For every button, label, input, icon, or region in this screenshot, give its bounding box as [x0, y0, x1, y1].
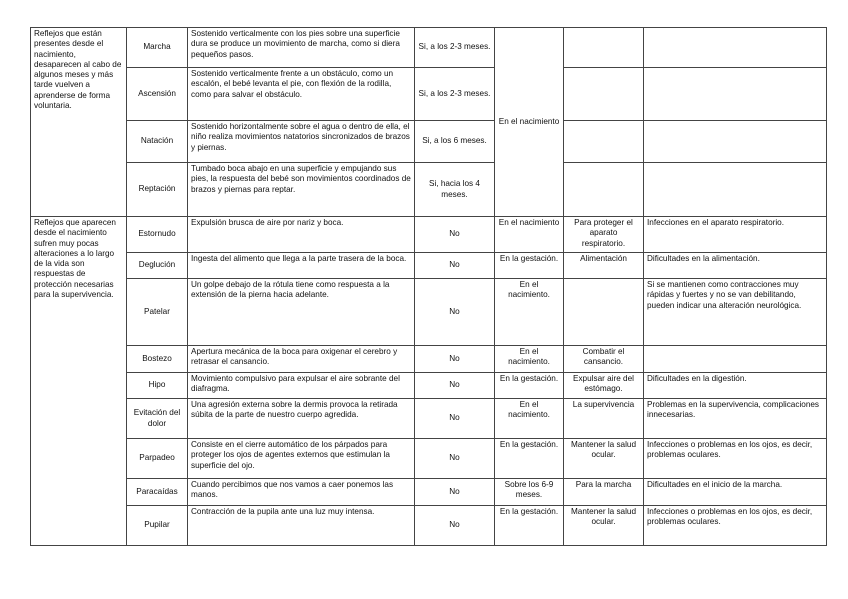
reflex-present: No: [415, 346, 495, 373]
reflex-problems: Dificultades en la alimentación.: [644, 253, 827, 279]
table-row: [31, 479, 827, 506]
reflex-function: [564, 163, 644, 217]
reflex-description: Ingesta del alimento que llega a la parte trasera de la boca.: [188, 253, 415, 279]
reflex-present: No: [415, 253, 495, 279]
reflex-onset: En el nacimiento.: [495, 279, 564, 346]
reflex-function: Para la marcha: [564, 479, 644, 506]
reflex-name: Patelar: [127, 279, 188, 346]
table-row: [31, 163, 827, 217]
reflex-description: Cuando percibimos que nos vamos a caer ponemos las manos.: [188, 479, 415, 506]
reflex-problems: Dificultades en el inicio de la marcha.: [644, 479, 827, 506]
reflex-description: Una agresión externa sobre la dermis provoca la retirada súbita de la parte de nuestro cuerpo agredida.: [188, 399, 415, 439]
table-row: [31, 279, 827, 346]
reflex-present: No: [415, 439, 495, 479]
reflex-function: Alimentación: [564, 253, 644, 279]
reflex-function: [564, 28, 644, 68]
reflex-onset: En la gestación.: [495, 439, 564, 479]
reflex-function: [564, 279, 644, 346]
reflex-present: No: [415, 399, 495, 439]
reflex-name: Marcha: [127, 28, 188, 68]
reflex-problems: Infecciones o problemas en los ojos, es decir, problemas oculares.: [644, 506, 827, 546]
reflex-description: Consiste en el cierre automático de los párpados para proteger los ojos de agentes externos que estimulan la superficie del ojo.: [188, 439, 415, 479]
table-row: [31, 121, 827, 163]
reflex-problems: Dificultades en la digestión.: [644, 373, 827, 399]
table-row: [31, 373, 827, 399]
reflex-problems: [644, 68, 827, 121]
reflex-present: Si, a los 2-3 meses.: [415, 28, 495, 68]
reflex-present: No: [415, 373, 495, 399]
reflex-name: Deglución: [127, 253, 188, 279]
reflex-description: Contracción de la pupila ante una luz muy intensa.: [188, 506, 415, 546]
reflex-onset: Sobre los 6-9 meses.: [495, 479, 564, 506]
reflex-description: Sostenido verticalmente frente a un obstáculo, como un escalón, el bebé levanta el pie, con flexión de la rodilla, como para salvar el obstáculo.: [188, 68, 415, 121]
reflex-problems: Infecciones o problemas en los ojos, es decir, problemas oculares.: [644, 439, 827, 479]
reflex-onset: En el nacimiento: [495, 217, 564, 253]
reflex-description: Sostenido horizontalmente sobre el agua o dentro de ella, el niño realiza movimientos natatorios sincronizados de brazos y piernas.: [188, 121, 415, 163]
reflex-function: Para proteger el aparato respiratorio.: [564, 217, 644, 253]
reflex-name: Evitación del dolor: [127, 399, 188, 439]
reflex-present: No: [415, 217, 495, 253]
reflex-name: Reptación: [127, 163, 188, 217]
group-description: Reflejos que están presentes desde el nacimiento, desaparecen al cabo de algunos meses y más tarde vuelven a aprenderse de forma voluntaria.: [31, 28, 127, 217]
reflex-problems: [644, 346, 827, 373]
reflex-function: La supervivencia: [564, 399, 644, 439]
reflex-problems: Infecciones en el aparato respiratorio.: [644, 217, 827, 253]
reflex-name: Natación: [127, 121, 188, 163]
table-row: [31, 346, 827, 373]
reflex-function: Expulsar aire del estómago.: [564, 373, 644, 399]
reflex-name: Bostezo: [127, 346, 188, 373]
table-row: [31, 439, 827, 479]
reflex-function: [564, 121, 644, 163]
group-description: Reflejos que aparecen desde el nacimiento sufren muy pocas alteraciones a lo largo de la vida son respuestas de protección necesarias para la supervivencia.: [31, 217, 127, 546]
table-row: [31, 399, 827, 439]
reflex-problems: Si se mantienen como contracciones muy rápidas y fuertes y no se van debilitando, pueden indicar una alteración neurológica.: [644, 279, 827, 346]
reflex-function: Combatir el cansancio.: [564, 346, 644, 373]
reflex-onset: En el nacimiento: [495, 28, 564, 217]
reflex-present: Si, a los 6 meses.: [415, 121, 495, 163]
table-row: [31, 506, 827, 546]
reflex-description: Un golpe debajo de la rótula tiene como respuesta a la extensión de la pierna hacia adelante.: [188, 279, 415, 346]
reflex-name: Pupilar: [127, 506, 188, 546]
reflex-description: Expulsión brusca de aire por nariz y boca.: [188, 217, 415, 253]
reflex-onset: En el nacimiento.: [495, 346, 564, 373]
table-row: [31, 253, 827, 279]
reflexes-table: [30, 27, 827, 546]
reflex-problems: Problemas en la supervivencia, complicaciones innecesarias.: [644, 399, 827, 439]
reflex-problems: [644, 28, 827, 68]
reflex-present: No: [415, 506, 495, 546]
reflex-description: Sostenido verticalmente con los pies sobre una superficie dura se produce un movimiento de marcha, como si diera pequeños pasos.: [188, 28, 415, 68]
reflex-name: Paracaídas: [127, 479, 188, 506]
reflex-onset: En la gestación.: [495, 253, 564, 279]
reflex-onset: En la gestación.: [495, 506, 564, 546]
reflex-problems: [644, 163, 827, 217]
reflex-name: Ascensión: [127, 68, 188, 121]
reflex-name: Hipo: [127, 373, 188, 399]
table-row: [31, 68, 827, 121]
reflex-onset: En la gestación.: [495, 373, 564, 399]
reflex-onset: En el nacimiento.: [495, 399, 564, 439]
reflex-present: Si, hacia los 4 meses.: [415, 163, 495, 217]
reflex-description: Tumbado boca abajo en una superficie y empujando sus pies, la respuesta del bebé son movimientos coordinados de brazos y piernas para reptar.: [188, 163, 415, 217]
table-row: [31, 217, 827, 253]
reflex-description: Movimiento compulsivo para expulsar el aire sobrante del diafragma.: [188, 373, 415, 399]
reflex-present: No: [415, 479, 495, 506]
table-row: [31, 28, 827, 68]
reflex-description: Apertura mecánica de la boca para oxigenar el cerebro y retrasar el cansancio.: [188, 346, 415, 373]
document-page: [30, 27, 826, 546]
reflex-function: Mantener la salud ocular.: [564, 506, 644, 546]
reflex-name: Estornudo: [127, 217, 188, 253]
reflex-present: Si, a los 2-3 meses.: [415, 68, 495, 121]
reflex-present: No: [415, 279, 495, 346]
reflex-function: Mantener la salud ocular.: [564, 439, 644, 479]
reflex-name: Parpadeo: [127, 439, 188, 479]
reflex-function: [564, 68, 644, 121]
reflex-problems: [644, 121, 827, 163]
